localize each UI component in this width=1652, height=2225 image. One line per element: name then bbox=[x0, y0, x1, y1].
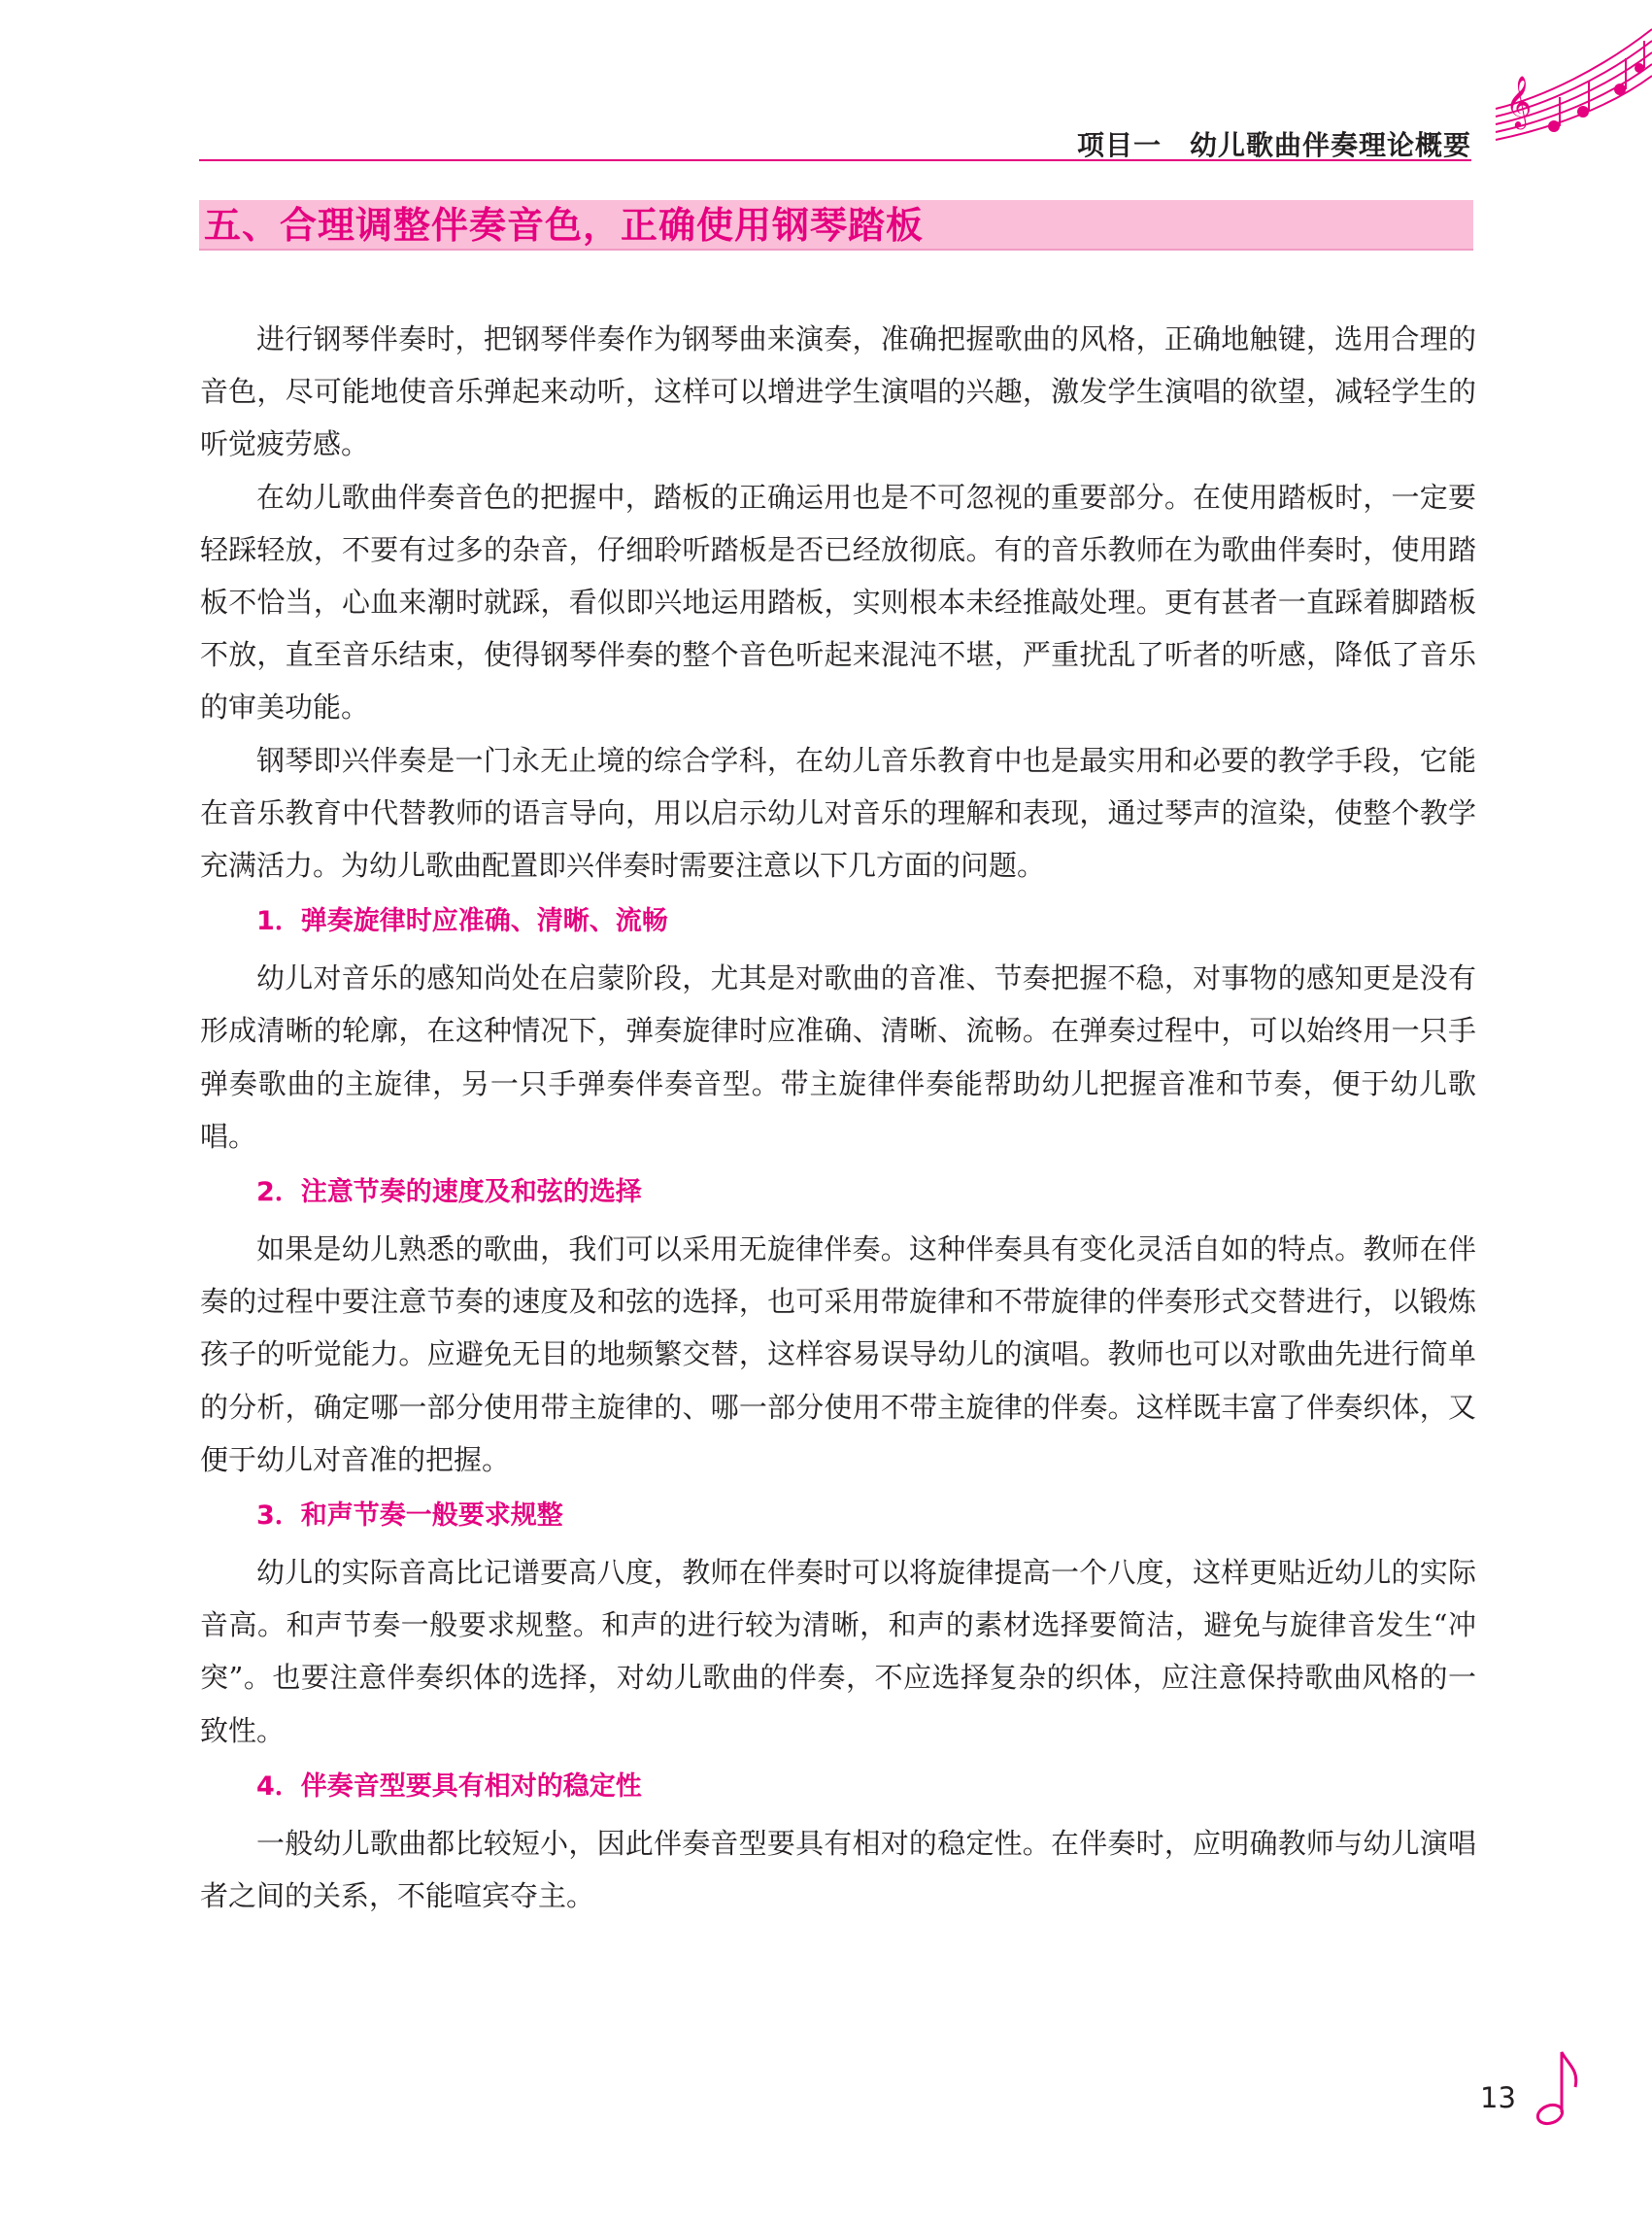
paragraph-2: 在幼儿歌曲伴奏音色的把握中，踏板的正确运用也是不可忽视的重要部分。在使用踏板时，一定要轻踩轻放，不要有过多的杂音，仔细聆听踏板是否已经放彻底。有的音乐教师在为歌曲伴奏时，使用踏板不恰当，心血来潮时就踩，看似即兴地运用踏板，实则根本未经推敲处理。更有甚者一直踩着脚踏板不放，直至音乐结束，使得钢琴伴奏的整个音色听起来混沌不堪，严重扰乱了听者的听感，降低了音乐的审美功能。 bbox=[200, 480, 1476, 725]
treble-clef-and-notes-icon bbox=[1457, 0, 1652, 194]
paragraph-6: 幼儿的实际音高比记谱要高八度，教师在伴奏时可以将旋律提高一个八度，这样更贴近幼儿的实际音高。和声节奏一般要求规整。和声的进行较为清晰，和声的素材选择要简洁，避免与旋律音发生“冲突”。也要注意伴奏织体的选择，对幼儿歌曲的伴奏，不应选择复杂的织体，应注意保持歌曲风格的一致性。 bbox=[200, 1556, 1476, 1747]
paragraph-3: 钢琴即兴伴奏是一门永无止境的综合学科，在幼儿音乐教育中也是最实用和必要的教学手段，它能在音乐教育中代替教师的语言导向，用以启示幼儿对音乐的理解和表现，通过琴声的渲染，使整个教学充满活力。为幼儿歌曲配置即兴伴奏时需要注意以下几方面的问题。 bbox=[200, 743, 1476, 883]
paragraph-7: 一般幼儿歌曲都比较短小，因此伴奏音型要具有相对的稳定性。在伴奏时，应明确教师与幼儿演唱者之间的关系，不能喧宾夺主。 bbox=[200, 1826, 1476, 1913]
subheading-4: 4．伴奏音型要具有相对的稳定性 bbox=[256, 1770, 642, 1802]
subheading-1: 1．弹奏旋律时应准确、清晰、流畅 bbox=[256, 906, 668, 937]
page-number: 13 bbox=[1480, 2081, 1516, 2114]
eighth-note-icon bbox=[1533, 2044, 1581, 2132]
svg-text:𝄞: 𝄞 bbox=[1505, 75, 1533, 127]
body-content bbox=[200, 313, 1476, 1922]
running-head: 项目一 幼儿歌曲伴奏理论概要 bbox=[1076, 129, 1471, 161]
paragraph-1: 进行钢琴伴奏时，把钢琴伴奏作为钢琴曲来演奏，准确把握歌曲的风格，正确地触键，选用合理的音色，尽可能地使音乐弹起来动听，这样可以增进学生演唱的兴趣，激发学生演唱的欲望，减轻学生的听觉疲劳感。 bbox=[200, 322, 1476, 461]
subheading-2: 2．注意节奏的速度及和弦的选择 bbox=[256, 1177, 642, 1208]
subheading-3: 3．和声节奏一般要求规整 bbox=[256, 1500, 563, 1532]
paragraph-5: 如果是幼儿熟悉的歌曲，我们可以采用无旋律伴奏。这种伴奏具有变化灵活自如的特点。教师在伴奏的过程中要注意节奏的速度及和弦的选择，也可采用带旋律和不带旋律的伴奏形式交替进行，以锻炼孩子的听觉能力。应避免无目的地频繁交替，这样容易误导幼儿的演唱。教师也可以对歌曲先进行简单的分析，确定哪一部分使用带主旋律的、哪一部分使用不带主旋律的伴奏。这样既丰富了伴奏织体，又便于幼儿对音准的把握。 bbox=[200, 1232, 1476, 1476]
section-title: 五、合理调整伴奏音色，正确使用钢琴踏板 bbox=[204, 204, 925, 247]
paragraph-4: 幼儿对音乐的感知尚处在启蒙阶段，尤其是对歌曲的音准、节奏把握不稳，对事物的感知更是没有形成清晰的轮廓，在这种情况下，弹奏旋律时应准确、清晰、流畅。在弹奏过程中，可以始终用一只手弹奏歌曲的主旋律，另一只手弹奏伴奏音型。带主旋律伴奏能帮助幼儿把握音准和节奏，便于幼儿歌唱。 bbox=[200, 961, 1476, 1153]
header-rule bbox=[199, 159, 1471, 161]
